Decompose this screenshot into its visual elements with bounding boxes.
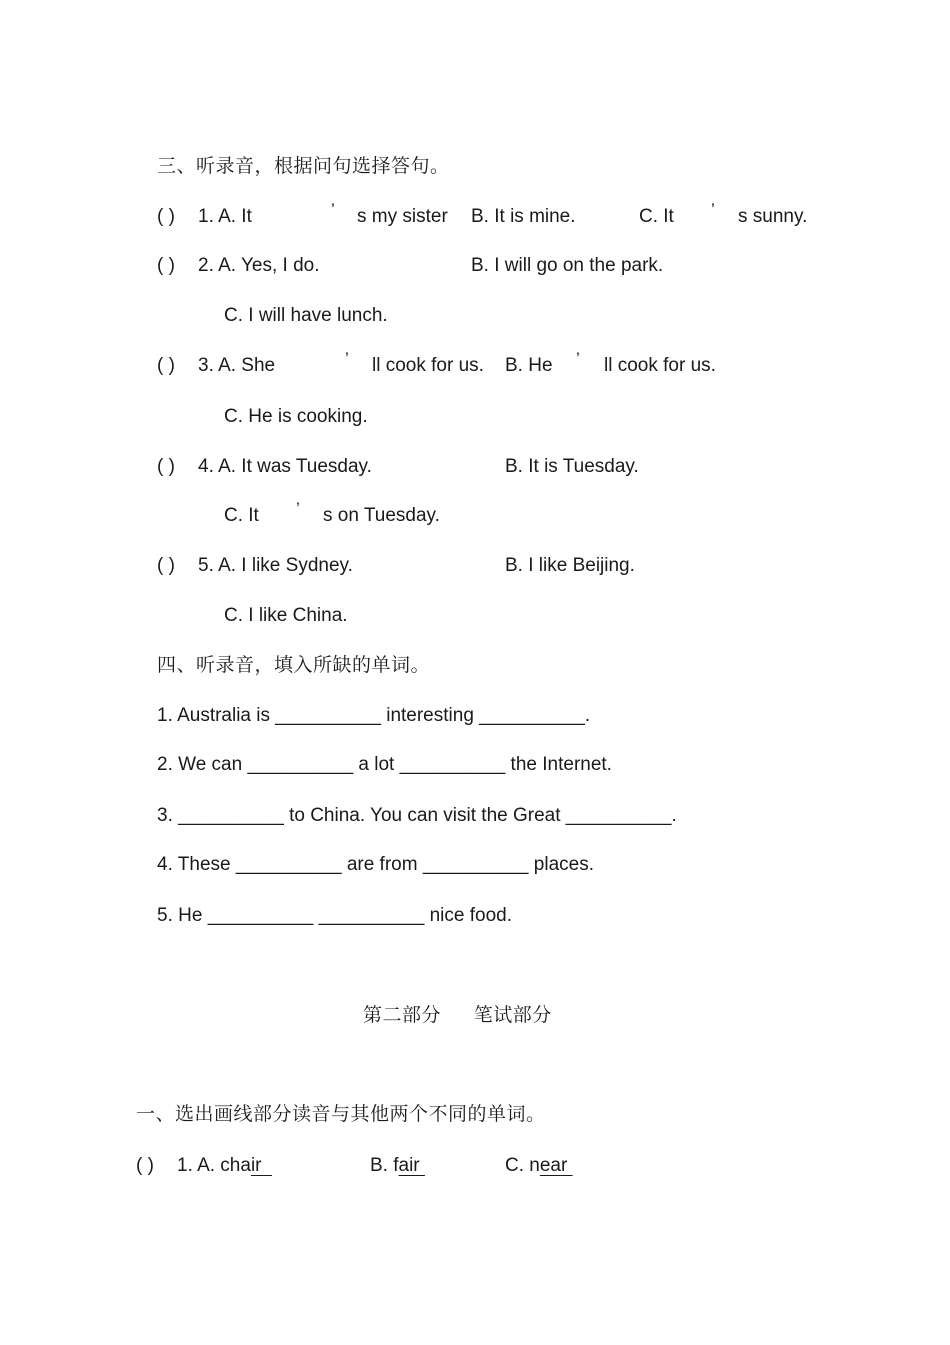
w1-q1-a-underlined: ir	[250, 1155, 273, 1176]
q3-option-a-part2: ll cook for us.	[372, 355, 484, 376]
q5-option-a: 5. A. I like Sydney.	[198, 555, 353, 576]
section4-title: 四、听录音，填入所缺的单词。	[157, 654, 431, 676]
fill-in-item: 1. Australia is __________ interesting __________.	[157, 705, 591, 726]
answer-paren: ( )	[136, 1155, 154, 1176]
fill-in-item: 2. We can __________ a lot __________ the Internet.	[157, 754, 612, 775]
answer-paren: ( )	[157, 255, 175, 276]
w1-q1-c-prefix: C. n	[505, 1155, 540, 1176]
w1-q1-option-c	[505, 1154, 573, 1178]
q4-option-c-part2: s on Tuesday.	[323, 505, 440, 526]
part2-title: 第二部分 笔试部分	[363, 1004, 552, 1026]
apostrophe: ’	[576, 349, 580, 368]
q3-option-c: C. He is cooking.	[224, 406, 368, 427]
q1-option-c-part2: s sunny.	[738, 206, 808, 227]
w1-q1-b-underlined: air	[398, 1155, 425, 1176]
apostrophe: ’	[331, 200, 335, 219]
q4-option-c-part1: C. It	[224, 505, 259, 526]
q1-option-c-part1: C. It	[639, 206, 674, 227]
fill-in-item: 4. These __________ are from __________ places.	[157, 854, 594, 875]
apostrophe: ’	[711, 200, 715, 219]
fill-in-item: 5. He __________ __________ nice food.	[157, 905, 512, 926]
written1-title: 一、选出画线部分读音与其他两个不同的单词。	[136, 1103, 546, 1125]
q3-option-b-part2: ll cook for us.	[604, 355, 716, 376]
q2-option-b: B. I will go on the park.	[471, 255, 664, 276]
section3-title: 三、听录音，根据问句选择答句。	[157, 155, 450, 177]
answer-paren: ( )	[157, 555, 175, 576]
q4-option-b: B. It is Tuesday.	[505, 456, 639, 477]
q2-option-c: C. I will have lunch.	[224, 305, 388, 326]
w1-q1-c-underlined: ear	[539, 1155, 573, 1176]
answer-paren: ( )	[157, 456, 175, 477]
w1-q1-option-a	[177, 1154, 272, 1178]
q5-option-c: C. I like China.	[224, 605, 348, 626]
q4-option-a: 4. A. It was Tuesday.	[198, 456, 372, 477]
answer-paren: ( )	[157, 355, 175, 376]
fill-in-item: 3. __________ to China. You can visit the Great __________.	[157, 805, 677, 826]
q5-option-b: B. I like Beijing.	[505, 555, 635, 576]
answer-paren: ( )	[157, 206, 175, 227]
q1-option-a-part1: 1. A. It	[198, 206, 252, 227]
q1-option-a-part2: s my sister	[357, 206, 448, 227]
apostrophe: ’	[296, 499, 300, 518]
apostrophe: ’	[345, 349, 349, 368]
q1-option-b: B. It is mine.	[471, 206, 576, 227]
w1-q1-b-prefix: B. f	[370, 1155, 399, 1176]
w1-q1-option-b	[370, 1154, 425, 1178]
q3-option-b-part1: B. He	[505, 355, 553, 376]
q3-option-a-part1: 3. A. She	[198, 355, 276, 376]
q2-option-a: 2. A. Yes, I do.	[198, 255, 320, 276]
w1-q1-a-prefix: 1. A. cha	[177, 1155, 251, 1176]
